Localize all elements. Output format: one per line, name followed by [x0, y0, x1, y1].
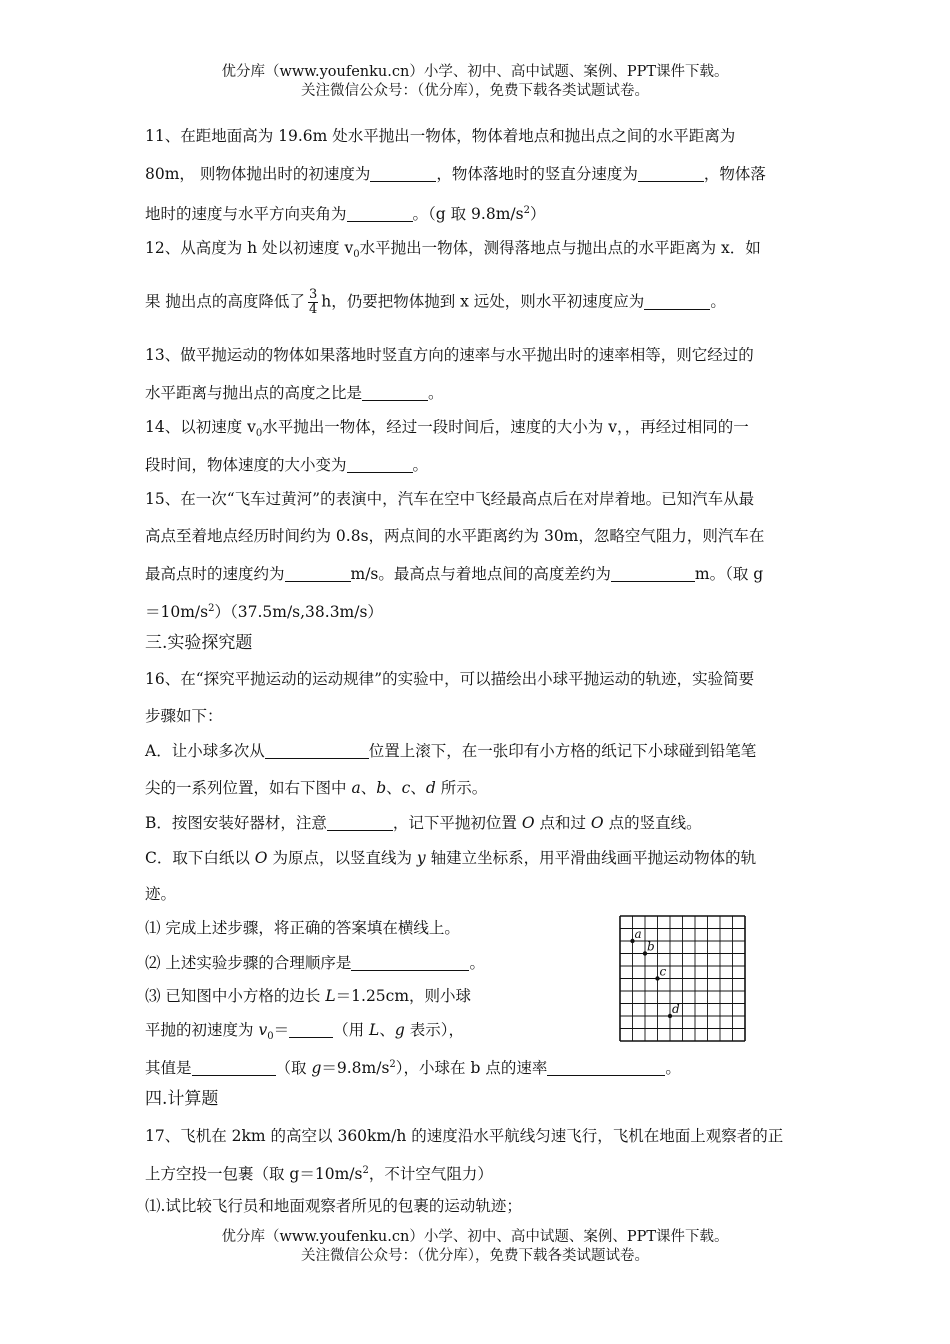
q13-line-2: 水平距离与抛出点的高度之比是 。 [145, 384, 444, 402]
section-heading-4: 四.计算题 [145, 1089, 219, 1109]
q16-sub-3-line-3: 其值是 （取 $g=9.8m/s^2$），小球在 b 点的速率 。 [145, 1059, 681, 1078]
answer-blank[interactable] [347, 205, 413, 222]
q16-sub-2: ⑵ 上述实验步骤的合理顺序是 。 [145, 954, 485, 972]
q15-line-3: 最高点时的速度约为 m/s。最高点与着地点间的高度差约为 m。（取 g [145, 565, 764, 583]
answer-blank[interactable] [611, 565, 695, 582]
fraction: $\frac{3}{4}$ [308, 287, 318, 317]
q16-step-a-line-2: 尖的一系列位置，如右下图中 a、b、c、d 所示。 [145, 779, 488, 797]
header-line-1: 优分库（www.youfenku.cn）小学、初中、高中试题、案例、PPT课件下载。 [221, 64, 729, 80]
q16-sub-1: ⑴ 完成上述步骤，将正确的答案填在横线上。 [145, 919, 460, 937]
q12-line-2: 果 抛出点的高度降低了 $\frac{3}{4}$ h，仍要把物体抛到 x 远处，则水平初速度应为 。 [145, 287, 726, 317]
q17-line-2: 上方空投一包裹（取 $g=10m/s^2$，不计空气阻力） [145, 1165, 493, 1184]
q17-line-3: ⑴.试比较飞行员和地面观察者所见的包裹的运动轨迹； [145, 1197, 522, 1215]
q15-line-4: $=10m/s^2)(37.5m/s,38.3m/s)$ [145, 603, 383, 622]
q16-sub-3-line-2: 平抛的初速度为 $v_0=$ （用 L、g 表示）， [145, 1021, 464, 1043]
q11-line-1: 11、在距地面高为 19.6m 处水平抛出一物体，物体着地点和抛出点之间的水平距离为 [145, 127, 736, 145]
page-header [0, 63, 950, 101]
q15-line-1: 15、在一次“飞车过黄河”的表演中，汽车在空中飞经最高点后在对岸着地。已知汽车从最 [145, 490, 755, 508]
q16-step-c-line-2: 迹。 [145, 885, 177, 903]
q12-line-1: 12、从高度为 h 处以初速度 $v_0$水平抛出一物体，测得落地点与抛出点的水平距离为 x．如 [145, 239, 761, 261]
q11-line-3: 地时的速度与水平方向夹角为 。（g 取 $9.8m/s^2$） [145, 205, 546, 224]
trajectory-grid-figure [618, 914, 748, 1044]
q13-line-1: 13、做平抛运动的物体如果落地时竖直方向的速率与水平抛出时的速率相等，则它经过的 [145, 346, 754, 364]
q14-line-1: 14、以初速度 $v_0$水平抛出一物体，经过一段时间后，速度的大小为 v，，再经过相同的一 [145, 418, 749, 440]
point-label: a [634, 927, 642, 941]
answer-blank[interactable] [289, 1021, 333, 1038]
page-footer [0, 1228, 950, 1266]
answer-blank[interactable] [347, 456, 413, 473]
q17-line-1: 17、飞机在 2km 的高空以 360km/h 的速度沿水平航线匀速飞行，飞机在地面上观察者的正 [145, 1127, 784, 1145]
answer-blank[interactable] [265, 742, 369, 759]
answer-blank[interactable] [362, 384, 428, 401]
answer-blank[interactable] [327, 814, 393, 831]
footer-line-1: 优分库（www.youfenku.cn）小学、初中、高中试题、案例、PPT课件下载。 [221, 1229, 729, 1245]
q15-line-2: 高点至着地点经历时间约为 0.8s，两点间的水平距离约为 30m，忽略空气阻力，则汽车在 [145, 527, 765, 545]
q16-line-1: 16、在“探究平抛运动的运动规律”的实验中，可以描绘出小球平抛运动的轨迹，实验简要 [145, 670, 755, 688]
answer-blank[interactable] [285, 565, 351, 582]
header-line-2: 关注微信公众号：（优分库），免费下载各类试题试卷。 [301, 83, 649, 99]
q14-line-2: 段时间，物体速度的大小变为 。 [145, 456, 429, 474]
answer-blank[interactable] [638, 165, 704, 182]
section-heading-3: 三.实验探究题 [145, 633, 253, 653]
answer-blank[interactable] [192, 1059, 276, 1076]
answer-blank[interactable] [370, 165, 436, 182]
point-label: c [659, 964, 667, 979]
q16-line-2: 步骤如下： [145, 707, 223, 725]
q16-step-a-line-1: A．让小球多次从 位置上滚下，在一张印有小方格的纸记下小球碰到铅笔笔 [145, 742, 757, 760]
q16-step-b: B．按图安装好器材，注意 ，记下平抛初位置 O 点和过 O 点的竖直线。 [145, 814, 702, 832]
q11-line-2: 80m， 则物体抛出时的初速度为 ，物体落地时的竖直分速度为 ，物体落 [145, 165, 766, 183]
answer-blank[interactable] [351, 954, 469, 971]
answer-blank[interactable] [547, 1059, 665, 1076]
answer-blank[interactable] [644, 293, 710, 310]
q16-step-c-line-1: C．取下白纸以 O 为原点，以竖直线为 y 轴建立坐标系，用平滑曲线画平抛运动物体的轨 [145, 849, 757, 867]
q16-sub-3: ⑶ 已知图中小方格的边长 L＝1.25cm，则小球 [145, 987, 472, 1005]
point-label: d [672, 1002, 680, 1016]
point-label: b [647, 939, 655, 954]
footer-line-2: 关注微信公众号：（优分库），免费下载各类试题试卷。 [301, 1248, 649, 1264]
